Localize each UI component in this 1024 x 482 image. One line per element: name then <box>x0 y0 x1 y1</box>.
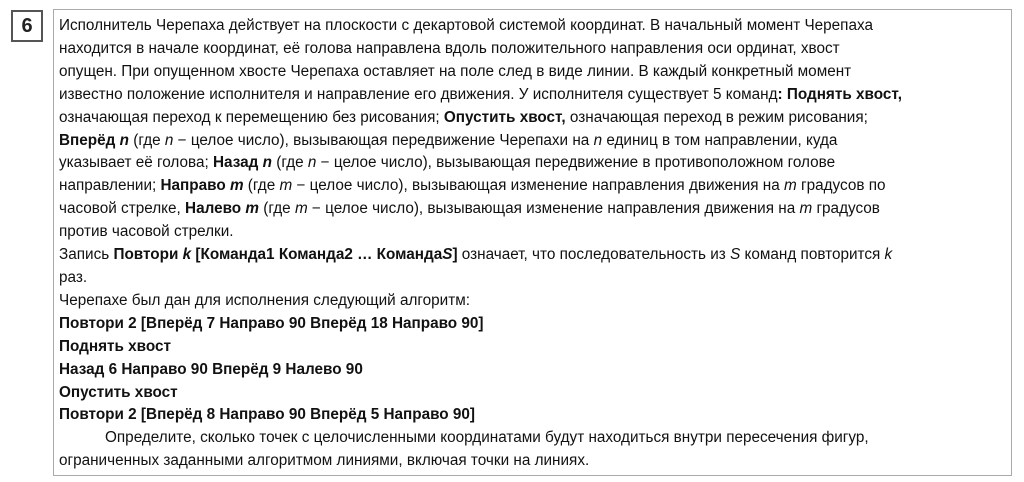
text-line: означающая переход к перемещению без рисования; <box>59 108 444 126</box>
variable: n <box>164 131 174 149</box>
text-line: Исполнитель Черепаха действует на плоскости с декартовой системой координат. В начальный момент Черепаха <box>59 17 873 34</box>
text-fragment: − целое число), вызывающая изменение направления движения на <box>307 200 800 218</box>
command-name: Налево <box>185 200 246 218</box>
command-name: ] <box>452 246 458 264</box>
text-fragment: (где <box>128 131 165 149</box>
text-line: опущен. При опущенном хвосте Черепаха оставляет на поле след в виде линии. В каждый конкретный момент <box>59 62 852 80</box>
text-fragment: градусов по <box>796 177 886 195</box>
text-fragment: (где <box>271 154 308 172</box>
variable: S <box>730 246 741 264</box>
command-name: Направо <box>160 177 230 195</box>
variable: k <box>884 246 893 264</box>
variable: n <box>593 131 603 149</box>
text-line: означающая переход в режим рисования; <box>565 108 868 126</box>
variable: m <box>784 177 797 195</box>
task-number-box <box>11 10 43 42</box>
task-description <box>59 15 1011 244</box>
text-line: против часовой стрелки. <box>59 223 234 241</box>
text-line: Определите, сколько точек с целочисленными координатами будут находиться внутри пересечения фигур, <box>105 429 869 447</box>
command-name: Повтори <box>113 246 183 264</box>
algorithm-line-2: Поднять хвост <box>59 337 172 355</box>
text-fragment: команд повторится <box>740 246 885 264</box>
algorithm-line-1: Повтори 2 [Вперёд 7 Направо 90 Вперёд 18 Направо 90] <box>59 314 484 332</box>
text-fragment: (где <box>243 177 280 195</box>
algorithm-intro: Черепахе был дан для исполнения следующий алгоритм: <box>59 291 470 309</box>
command-name: Вперёд <box>59 131 120 149</box>
variable: m <box>799 200 813 218</box>
variable: n <box>262 154 272 172</box>
text-fragment: − целое число), вызывающая передвижение Черепахи на <box>173 131 594 149</box>
variable: m <box>229 177 244 195</box>
text-fragment: − целое число), вызывающая изменение направления движения на <box>292 177 785 195</box>
question <box>59 427 1011 473</box>
variable: n <box>307 154 317 172</box>
text-fragment: Запись <box>59 246 114 264</box>
algorithm-line-4: Опустить хвост <box>59 383 178 401</box>
variable: m <box>294 200 308 218</box>
text-line: ограниченных заданными алгоритмом линиями, включая точки на линиях. <box>59 452 590 470</box>
text-fragment: указывает её голова; <box>59 154 213 172</box>
text-fragment: − целое число), вызывающая передвижение в противоположном голове <box>316 154 836 172</box>
text-line: известно положение исполнителя и направление его движения. У исполнителя существует 5 команд <box>59 85 778 103</box>
command-name: Назад <box>213 154 263 172</box>
variable: n <box>119 131 129 149</box>
repeat-definition <box>59 244 1011 290</box>
text-line: находится в начале координат, её голова направлена вдоль положительного направления оси ординат, хвост <box>59 39 840 57</box>
text-fragment: означает, что последовательность из <box>457 246 731 264</box>
text-fragment: градусов <box>812 200 880 218</box>
command-name: : Поднять хвост, <box>777 85 902 103</box>
command-name: [Команда1 Команда2 … Команда <box>191 246 443 264</box>
text-fragment: направлении; <box>59 177 161 195</box>
variable: m <box>245 200 260 218</box>
algorithm-line-5: Повтори 2 [Вперёд 8 Направо 90 Вперёд 5 Направо 90] <box>59 406 476 424</box>
text-fragment: единиц в том направлении, куда <box>602 131 838 149</box>
variable: m <box>279 177 293 195</box>
variable: k <box>182 246 192 264</box>
text-fragment: (где <box>259 200 295 218</box>
text-fragment: раз. <box>59 268 88 286</box>
algorithm-line-3: Назад 6 Направо 90 Вперёд 9 Налево 90 <box>59 360 363 378</box>
text-fragment: часовой стрелке, <box>59 200 186 218</box>
task-text-box <box>53 9 1012 476</box>
task-number: 6 <box>21 14 33 37</box>
command-name: Опустить хвост, <box>443 108 566 126</box>
variable: S <box>442 246 453 264</box>
